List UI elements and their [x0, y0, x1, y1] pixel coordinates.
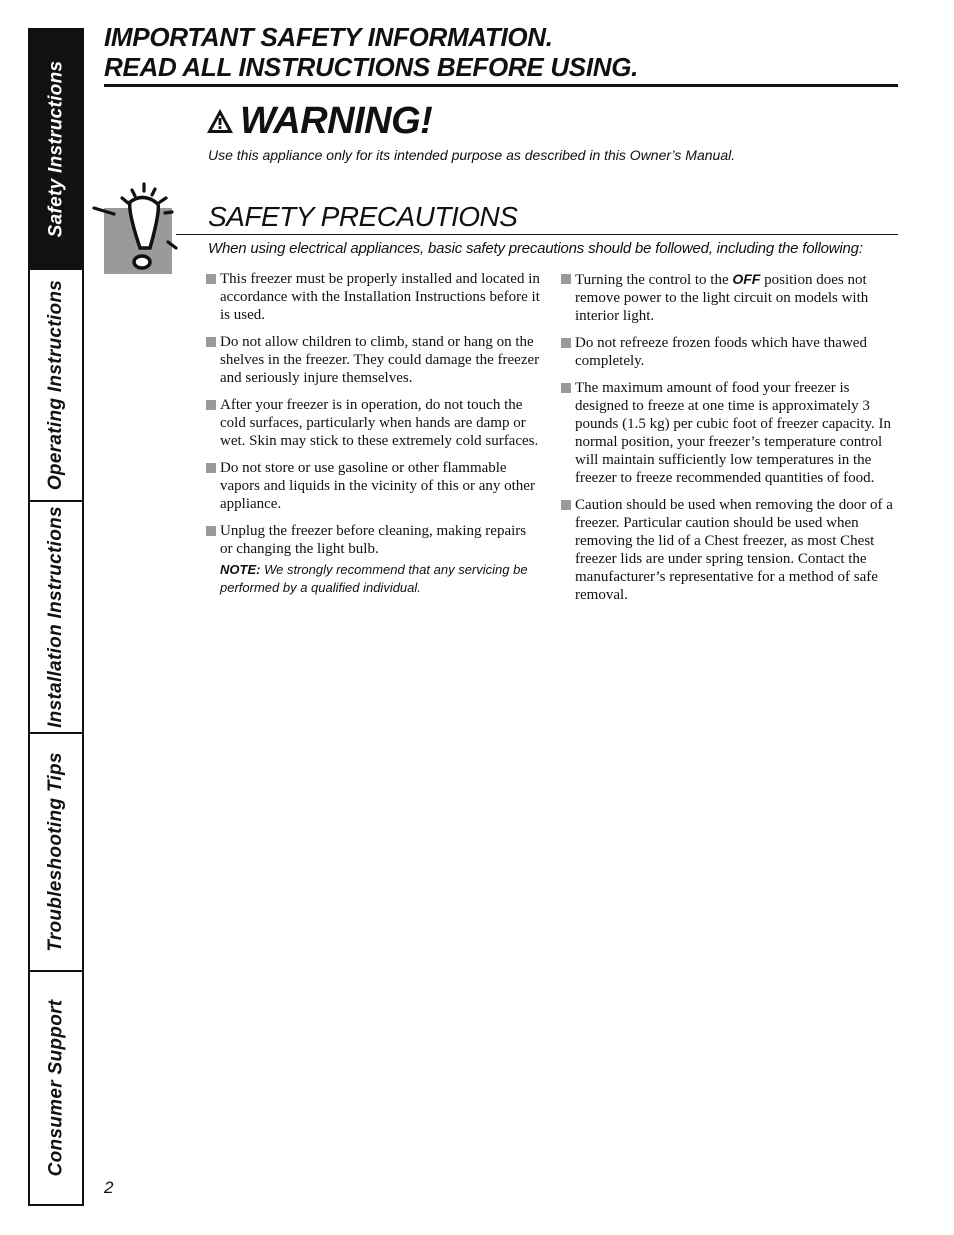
- bullet-square-icon: [206, 274, 216, 284]
- list-item: [561, 334, 899, 370]
- list-item-text: The maximum amount of food your freezer is designed to freeze at one time is approximately 3 pounds (1.5 kg) per cubic foot of freezer capacity. In normal position, your freezer’s temperature control will maintain sufficiently low temperatures in the freezer to freeze recommended quantities of food.: [575, 380, 891, 486]
- safety-precautions-title: SAFETY PRECAUTIONS: [208, 201, 518, 232]
- bullet-square-icon: [561, 338, 571, 348]
- list-item-text: This freezer must be properly installed and located in accordance with the Installation Instructions before it is used.: [220, 271, 540, 323]
- servicing-note: [206, 561, 542, 597]
- list-item-text: Do not refreeze frozen foods which have thawed completely.: [575, 335, 867, 369]
- list-item: [206, 270, 542, 324]
- tab-label: Installation Instructions: [45, 506, 66, 728]
- tab-label: Operating Instructions: [45, 279, 66, 491]
- list-item: [206, 459, 542, 513]
- bullet-square-icon: [206, 337, 216, 347]
- bullet-square-icon: [561, 383, 571, 393]
- off-label: OFF: [732, 271, 761, 287]
- safety-precautions-intro: When using electrical appliances, basic safety precautions should be followed, including the following:: [208, 240, 863, 257]
- bullet-square-icon: [206, 400, 216, 410]
- header-line-2: READ ALL INSTRUCTIONS BEFORE USING.: [104, 52, 639, 82]
- tab-label: Consumer Support: [45, 999, 67, 1177]
- tab-label: Troubleshooting Tips: [45, 752, 66, 952]
- bullet-square-icon: [561, 274, 571, 284]
- list-item: [561, 496, 899, 604]
- page-header: [104, 22, 898, 87]
- tab-installation-instructions[interactable]: [30, 502, 82, 734]
- list-item-text: Caution should be used when removing the door of a freezer. Particular caution should be used when removing the lid of a Chest freezer, as most Chest freezer lids are under spring tension. Contact the manufacturer’s representative for a method of safe removal.: [575, 497, 893, 603]
- precautions-right-column: [561, 270, 899, 613]
- warning-heading: [206, 100, 432, 142]
- list-item-text: Unplug the freezer before cleaning, making repairs or changing the light bulb.: [220, 523, 527, 557]
- bullet-square-icon: [206, 463, 216, 473]
- header-line-1: IMPORTANT SAFETY INFORMATION.: [104, 22, 553, 52]
- tab-label: Safety Instructions: [45, 60, 66, 238]
- section-divider: [176, 234, 898, 235]
- list-item-text-pre: Turning the control to the: [575, 272, 733, 288]
- note-text: We strongly recommend that any servicing be performed by a qualified individual.: [220, 562, 528, 595]
- section-tabs: [28, 28, 84, 1206]
- list-item: [206, 522, 542, 558]
- tab-consumer-support[interactable]: [30, 972, 82, 1204]
- list-item-text: After your freezer is in operation, do not touch the cold surfaces, particularly when hands are damp or wet. Skin may stick to these extremely cold surfaces.: [220, 397, 539, 449]
- tab-troubleshooting-tips[interactable]: [30, 734, 82, 972]
- warning-text: Use this appliance only for its intended purpose as described in this Owner’s Manual.: [208, 147, 736, 163]
- tab-operating-instructions[interactable]: [30, 270, 82, 502]
- bullet-square-icon: [561, 500, 571, 510]
- exclamation-bulb-icon: [92, 182, 192, 274]
- list-item-text-post: position does not remove power to the light circuit on models with interior light.: [575, 272, 869, 324]
- list-item: [561, 379, 899, 487]
- list-item: [561, 270, 899, 325]
- note-label: NOTE:: [220, 562, 261, 577]
- bullet-square-icon: [206, 526, 216, 536]
- list-item-text: Do not store or use gasoline or other flammable vapors and liquids in the vicinity of this or any other appliance.: [220, 460, 535, 512]
- list-item: [206, 333, 542, 387]
- tab-safety-instructions[interactable]: [30, 30, 82, 270]
- warning-title: WARNING!: [240, 100, 433, 142]
- warning-triangle-icon: [206, 108, 234, 134]
- precautions-left-column: [206, 270, 542, 597]
- page-number: 2: [104, 1178, 114, 1197]
- list-item: [206, 396, 542, 450]
- list-item-text: Do not allow children to climb, stand or hang on the shelves in the freezer. They could damage the freezer and seriously injure themselves.: [220, 334, 540, 386]
